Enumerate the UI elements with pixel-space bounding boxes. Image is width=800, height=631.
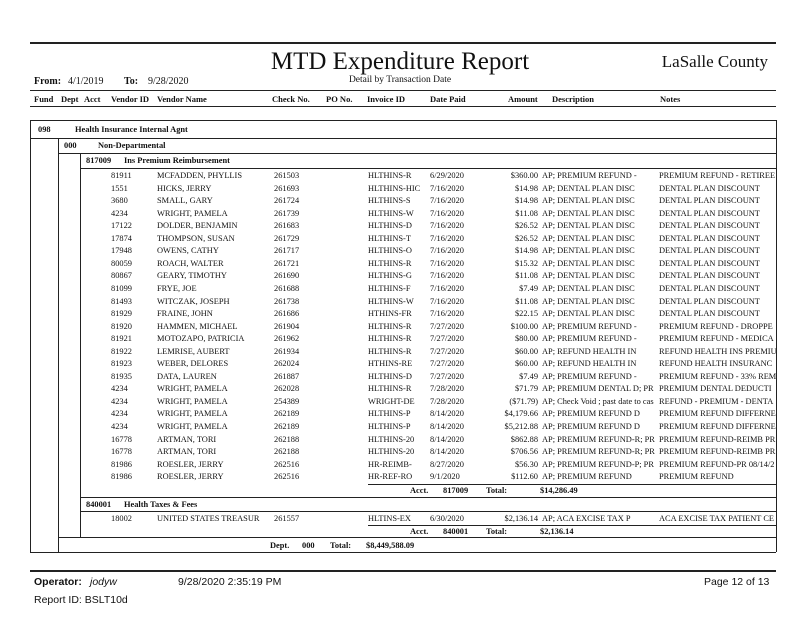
table-row	[0, 258, 800, 270]
date-paid-cell: 7/27/2020	[430, 359, 464, 369]
notes-cell: DENTAL PLAN DISCOUNT	[659, 309, 760, 319]
total1-total-label: Total:	[486, 486, 508, 495]
county-name: LaSalle County	[661, 52, 768, 71]
amount-cell: ($71.79)	[509, 396, 538, 406]
notes-cell: DENTAL PLAN DISCOUNT	[659, 246, 760, 256]
amount-cell: $56.30	[514, 459, 538, 469]
date-paid-cell: 9/1/2020	[430, 472, 460, 482]
table-row	[0, 183, 800, 195]
amount-cell: $706.56	[510, 447, 538, 457]
invoice-id-cell: HTHINS-RE	[368, 359, 413, 369]
acct2-code: 840001	[86, 500, 112, 509]
description-cell: AP; DENTAL PLAN DISC	[542, 233, 635, 243]
header-top-rule	[30, 90, 776, 91]
page-number: Page 12 of 13	[704, 576, 770, 588]
check-no-cell: 262516	[274, 472, 300, 482]
header-bottom-rule	[30, 106, 776, 107]
vendor-name-cell: LEMRISE, AUBERT	[157, 346, 230, 356]
vendor-name-cell: THOMPSON, SUSAN	[157, 233, 235, 243]
date-paid-cell: 8/14/2020	[430, 422, 464, 431]
check-no-cell: 261738	[274, 296, 300, 306]
date-paid-cell: 7/27/2020	[430, 346, 464, 356]
description-cell: AP; PREMIUM REFUND-R; PR	[542, 447, 655, 457]
vendor-id-cell: 81921	[111, 334, 132, 344]
from-label: From:	[34, 76, 62, 87]
vendor-name-cell: FRAINE, JOHN	[157, 309, 213, 319]
vendor-id-cell: 4234	[111, 422, 128, 431]
vendor-name-cell: UNITED STATES TREASUR	[157, 514, 260, 523]
description-cell: AP; Check Void ; past date to cas	[542, 396, 654, 406]
to-label: To:	[124, 76, 139, 87]
vendor-id-cell: 17948	[111, 246, 132, 256]
vendor-id-cell: 3680	[111, 196, 128, 206]
table-row	[0, 233, 800, 245]
vendor-name-cell: HICKS, JERRY	[157, 183, 212, 193]
date-paid-cell: 7/16/2020	[430, 221, 464, 231]
notes-cell: DENTAL PLAN DISCOUNT	[659, 183, 760, 193]
invoice-id-cell: HLTHINS-G	[368, 271, 412, 281]
check-no-cell: 261887	[274, 371, 300, 381]
invoice-id-cell: HR-REIMB-	[368, 459, 412, 469]
acct2-name: Health Taxes & Fees	[124, 500, 198, 509]
check-no-cell: 261724	[274, 196, 300, 206]
date-paid-cell: 8/27/2020	[430, 459, 464, 469]
to-date: 9/28/2020	[148, 76, 189, 87]
description-cell: AP; ACA EXCISE TAX P	[542, 514, 631, 523]
description-cell: AP; PREMIUM REFUND -	[542, 321, 637, 331]
date-paid-cell: 8/14/2020	[430, 434, 464, 444]
total1-acct: 817009	[443, 486, 469, 495]
vendor-name-cell: ROESLER, JERRY	[157, 472, 224, 482]
vendor-name-cell: ARTMAN, TORI	[157, 434, 217, 444]
vendor-id-cell: 81986	[111, 472, 132, 482]
description-cell: AP; DENTAL PLAN DISC	[542, 196, 635, 206]
body-top-rule	[30, 120, 776, 121]
invoice-id-cell: HLTHINS-W	[368, 296, 414, 306]
vendor-name-cell: WRIGHT, PAMELA	[157, 396, 228, 406]
amount-cell: $5,212.88	[504, 422, 538, 431]
description-cell: AP; DENTAL PLAN DISC	[542, 283, 635, 293]
date-paid-cell: 7/16/2020	[430, 208, 464, 218]
notes-cell: PREMIUM DENTAL DEDUCTI	[659, 384, 772, 394]
table-row	[0, 421, 800, 433]
invoice-id-cell: HLTHINS-R	[368, 321, 412, 331]
table-row	[0, 358, 800, 370]
check-no-cell: 261503	[274, 171, 300, 180]
vendor-name-cell: WRIGHT, PAMELA	[157, 384, 228, 394]
date-paid-cell: 7/16/2020	[430, 183, 464, 193]
dept-rule	[58, 153, 776, 154]
table-row	[0, 220, 800, 232]
description-cell: AP; DENTAL PLAN DISC	[542, 271, 635, 281]
check-no-cell: 261688	[274, 283, 300, 293]
invoice-id-cell: WRIGHT-DE	[368, 396, 415, 406]
description-cell: AP; DENTAL PLAN DISC	[542, 258, 635, 268]
check-no-cell: 262189	[274, 422, 300, 431]
col-invoice-id: Invoice ID	[367, 94, 406, 104]
table-row	[0, 396, 800, 408]
vendor-id-cell: 16778	[111, 447, 132, 457]
total2-top-rule	[368, 525, 776, 526]
report-title: MTD Expenditure Report	[270, 48, 530, 75]
check-no-cell: 262188	[274, 447, 300, 457]
check-no-cell: 261557	[274, 514, 300, 523]
vendor-id-cell: 81923	[111, 359, 132, 369]
top-rule	[30, 42, 776, 44]
notes-cell: DENTAL PLAN DISCOUNT	[659, 283, 760, 293]
col-description: Description	[552, 94, 595, 104]
notes-cell: PREMIUM REFUND DIFFERNE	[659, 409, 776, 419]
amount-cell: $14.98	[514, 246, 538, 256]
dept-total-amount: $8,449,588.09	[366, 541, 415, 550]
vendor-id-cell: 80059	[111, 258, 132, 268]
amount-cell: $7.49	[519, 371, 538, 381]
amount-cell: $60.00	[514, 346, 538, 356]
invoice-id-cell: HLTHINS-P	[368, 422, 411, 431]
fund-code: 098	[38, 125, 51, 134]
date-paid-cell: 7/16/2020	[430, 283, 464, 293]
description-cell: AP; DENTAL PLAN DISC	[542, 183, 635, 193]
description-cell: AP; PREMIUM DENTAL D; PR	[542, 384, 654, 394]
check-no-cell: 261717	[274, 246, 300, 256]
notes-cell: PREMIUM REFUND	[659, 472, 734, 482]
amount-cell: $2,136.14	[504, 514, 538, 523]
table-row	[0, 321, 800, 333]
description-cell: AP; PREMIUM REFUND D	[542, 409, 640, 419]
date-paid-cell: 7/16/2020	[430, 196, 464, 206]
vendor-name-cell: GEARY, TIMOTHY	[157, 271, 227, 281]
notes-cell: ACA EXCISE TAX PATIENT CE	[659, 514, 775, 523]
description-cell: AP; PREMIUM REFUND D	[542, 422, 640, 431]
operator-name: jodyw	[90, 576, 117, 588]
vendor-name-cell: FRYE, JOE	[157, 283, 197, 293]
description-cell: AP; PREMIUM REFUND	[542, 472, 632, 482]
invoice-id-cell: HR-REF-RO	[368, 472, 413, 482]
invoice-id-cell: HLTHINS-R	[368, 346, 412, 356]
dept-total-total-label: Total:	[330, 541, 352, 550]
notes-cell: DENTAL PLAN DISCOUNT	[659, 208, 760, 218]
check-no-cell: 262516	[274, 459, 300, 469]
description-cell: AP; DENTAL PLAN DISC	[542, 309, 635, 319]
amount-cell: $71.79	[514, 384, 538, 394]
check-no-cell: 261904	[274, 321, 300, 331]
amount-cell: $4,179.66	[504, 409, 538, 419]
description-cell: AP; PREMIUM REFUND -	[542, 371, 637, 381]
notes-cell: PREMIUM REFUND - DROPPE	[659, 321, 773, 331]
vendor-name-cell: MOTOZAPO, PATRICIA	[157, 334, 245, 344]
description-cell: AP; PREMIUM REFUND -	[542, 171, 637, 180]
vendor-id-cell: 80867	[111, 271, 132, 281]
total2-acct-label: Acct.	[410, 527, 429, 536]
invoice-id-cell: HLTHINS-S	[368, 196, 411, 206]
amount-cell: $80.00	[514, 334, 538, 344]
notes-cell: PREMIUM REFUND DIFFERNE	[659, 422, 776, 431]
table-row	[0, 459, 800, 471]
invoice-id-cell: HLTHINS-20	[368, 434, 415, 444]
vendor-name-cell: ARTMAN, TORI	[157, 447, 217, 457]
table-row	[0, 283, 800, 295]
invoice-id-cell: HLTHINS-R	[368, 384, 412, 394]
total1-acct-label: Acct.	[410, 486, 429, 495]
date-paid-cell: 7/27/2020	[430, 371, 464, 381]
col-fund: Fund	[34, 94, 54, 104]
table-row	[0, 383, 800, 395]
check-no-cell: 261962	[274, 334, 300, 344]
invoice-id-cell: HLTHINS-P	[368, 409, 411, 419]
amount-cell: $22.15	[514, 309, 538, 319]
total1-top-rule	[368, 484, 776, 485]
description-cell: AP; PREMIUM REFUND-R; PR	[542, 434, 655, 444]
col-amount: Amount	[508, 94, 538, 104]
vendor-name-cell: WEBER, DELORES	[157, 359, 229, 369]
vendor-id-cell: 81922	[111, 346, 132, 356]
notes-cell: DENTAL PLAN DISCOUNT	[659, 258, 760, 268]
table-row	[0, 245, 800, 257]
description-cell: AP; DENTAL PLAN DISC	[542, 221, 635, 231]
vendor-name-cell: ROESLER, JERRY	[157, 459, 224, 469]
description-cell: AP; REFUND HEALTH IN	[542, 346, 637, 356]
total2-amount: $2,136.14	[540, 527, 574, 536]
amount-cell: $360.00	[510, 171, 538, 180]
total2-total-label: Total:	[486, 527, 508, 536]
notes-cell: PREMIUM REFUND - RETIREE	[659, 171, 776, 180]
invoice-id-cell: HLTHINS-R	[368, 258, 412, 268]
dept-name: Non-Departmental	[98, 141, 166, 150]
vendor-name-cell: WRIGHT, PAMELA	[157, 208, 228, 218]
fund-name: Health Insurance Internal Agnt	[75, 125, 188, 134]
vendor-name-cell: HAMMEN, MICHAEL	[157, 321, 238, 331]
check-no-cell: 261934	[274, 346, 300, 356]
check-no-cell: 254389	[274, 396, 300, 406]
date-paid-cell: 8/14/2020	[430, 409, 464, 419]
total2-bottom-rule	[58, 537, 776, 538]
invoice-id-cell: HLTHINS-20	[368, 447, 415, 457]
acct1-name: Ins Premium Reimbursement	[124, 156, 230, 165]
col-acct: Acct	[84, 94, 101, 104]
date-paid-cell: 7/27/2020	[430, 334, 464, 344]
vendor-id-cell: 16778	[111, 434, 132, 444]
description-cell: AP; DENTAL PLAN DISC	[542, 208, 635, 218]
vendor-name-cell: MCFADDEN, PHYLLIS	[157, 171, 242, 180]
col-check-no: Check No.	[272, 94, 310, 104]
description-cell: AP; DENTAL PLAN DISC	[542, 246, 635, 256]
invoice-id-cell: HLTHINS-T	[368, 233, 411, 243]
check-no-cell: 261721	[274, 258, 300, 268]
vendor-name-cell: WRIGHT, PAMELA	[157, 422, 228, 431]
date-paid-cell: 7/16/2020	[430, 246, 464, 256]
check-no-cell: 261683	[274, 221, 300, 231]
vendor-name-cell: DOLDER, BENJAMIN	[157, 221, 238, 231]
vendor-id-cell: 81986	[111, 459, 132, 469]
total2-acct: 840001	[443, 527, 469, 536]
report-subtitle: Detail by Transaction Date	[348, 75, 452, 85]
vendor-id-cell: 4234	[111, 396, 128, 406]
check-no-cell: 261729	[274, 233, 300, 243]
notes-cell: REFUND - PREMIUM - DENTA	[659, 396, 774, 406]
table-row	[0, 208, 800, 220]
table-row	[0, 408, 800, 420]
invoice-id-cell: HLTINS-EX	[368, 514, 411, 523]
notes-cell: PREMIUM REFUND - MEDICA	[659, 334, 774, 344]
vendor-id-cell: 18002	[111, 514, 132, 523]
acct1-code: 817009	[86, 156, 112, 165]
print-timestamp: 9/28/2020 2:35:19 PM	[178, 576, 282, 588]
date-paid-cell: 8/14/2020	[430, 447, 464, 457]
vendor-name-cell: ROACH, WALTER	[157, 258, 224, 268]
col-vendor-id: Vendor ID	[111, 94, 150, 104]
notes-cell: REFUND HEALTH INSURANC	[659, 359, 773, 369]
description-cell: AP; PREMIUM REFUND -	[542, 334, 637, 344]
notes-cell: DENTAL PLAN DISCOUNT	[659, 233, 760, 243]
amount-cell: $14.98	[514, 183, 538, 193]
check-no-cell: 261739	[274, 208, 300, 218]
table-row	[0, 346, 800, 358]
table-row	[0, 270, 800, 282]
notes-cell: PREMIUM REFUND - 33% REM	[659, 371, 777, 381]
date-paid-cell: 7/27/2020	[430, 321, 464, 331]
date-paid-cell: 7/28/2020	[430, 396, 464, 406]
total1-bottom-rule	[80, 497, 776, 498]
table-row	[0, 434, 800, 446]
vendor-id-cell: 81920	[111, 321, 132, 331]
footer-rule	[30, 570, 776, 572]
invoice-id-cell: HTHINS-FR	[368, 309, 412, 319]
check-no-cell: 262188	[274, 434, 300, 444]
table-row	[0, 170, 800, 182]
invoice-id-cell: HLTHINS-F	[368, 283, 411, 293]
fund-rule	[30, 138, 776, 139]
acct2-rule	[80, 511, 776, 512]
notes-cell: REFUND HEALTH INS PREMIU	[659, 346, 777, 356]
amount-cell: $100.00	[510, 321, 538, 331]
dept-code: 000	[64, 141, 77, 150]
date-paid-cell: 7/16/2020	[430, 271, 464, 281]
col-vendor-name: Vendor Name	[157, 94, 207, 104]
invoice-id-cell: HLTHINS-HIC	[368, 183, 421, 193]
table-row	[0, 513, 800, 525]
vendor-id-cell: 4234	[111, 409, 128, 419]
notes-cell: PREMIUM REFUND-PR 08/14/2	[659, 459, 775, 469]
invoice-id-cell: HLTHINS-R	[368, 334, 412, 344]
amount-cell: $15.32	[514, 258, 538, 268]
vendor-id-cell: 81099	[111, 283, 132, 293]
table-row	[0, 308, 800, 320]
notes-cell: DENTAL PLAN DISCOUNT	[659, 271, 760, 281]
vendor-id-cell: 4234	[111, 384, 128, 394]
table-row	[0, 471, 800, 483]
vendor-name-cell: OWENS, CATHY	[157, 246, 219, 256]
description-cell: AP; REFUND HEALTH IN	[542, 359, 637, 369]
vendor-name-cell: WRIGHT, PAMELA	[157, 409, 228, 419]
vendor-id-cell: 81493	[111, 296, 132, 306]
date-paid-cell: 7/16/2020	[430, 258, 464, 268]
date-paid-cell: 7/16/2020	[430, 296, 464, 306]
from-date: 4/1/2019	[68, 76, 104, 87]
col-po-no: PO No.	[326, 94, 353, 104]
amount-cell: $7.49	[519, 283, 538, 293]
notes-cell: DENTAL PLAN DISCOUNT	[659, 221, 760, 231]
col-notes: Notes	[660, 94, 681, 104]
vendor-id-cell: 17122	[111, 221, 132, 231]
notes-cell: PREMIUM REFUND-REIMB PR	[659, 447, 776, 457]
amount-cell: $11.08	[515, 296, 538, 306]
vendor-name-cell: DATA, LAUREN	[157, 371, 217, 381]
table-row	[0, 446, 800, 458]
date-paid-cell: 6/30/2020	[430, 514, 464, 523]
amount-cell: $60.00	[514, 359, 538, 369]
operator-label: Operator:	[34, 576, 82, 588]
date-paid-cell: 6/29/2020	[430, 171, 464, 180]
date-paid-cell: 7/28/2020	[430, 384, 464, 394]
amount-cell: $26.52	[514, 221, 538, 231]
invoice-id-cell: HLTHINS-W	[368, 208, 414, 218]
amount-cell: $26.52	[514, 233, 538, 243]
amount-cell: $11.08	[515, 208, 538, 218]
invoice-id-cell: HLTHINS-D	[368, 371, 412, 381]
dept-total-label: Dept.	[270, 541, 290, 550]
check-no-cell: 261690	[274, 271, 300, 281]
acct1-rule	[80, 168, 776, 169]
vendor-id-cell: 81929	[111, 309, 132, 319]
col-date-paid: Date Paid	[430, 94, 466, 104]
dept-total-code: 000	[302, 541, 315, 550]
description-cell: AP; DENTAL PLAN DISC	[542, 296, 635, 306]
table-row	[0, 296, 800, 308]
invoice-id-cell: HLTHINS-R	[368, 171, 412, 180]
amount-cell: $862.88	[510, 434, 538, 444]
vendor-id-cell: 81911	[111, 171, 132, 180]
table-row	[0, 333, 800, 345]
vendor-name-cell: SMALL, GARY	[157, 196, 213, 206]
check-no-cell: 262028	[274, 384, 300, 394]
vendor-id-cell: 1551	[111, 183, 128, 193]
date-paid-cell: 7/16/2020	[430, 309, 464, 319]
notes-cell: PREMIUM REFUND-REIMB PR	[659, 434, 776, 444]
vendor-id-cell: 17874	[111, 233, 132, 243]
amount-cell: $14.98	[514, 196, 538, 206]
check-no-cell: 262189	[274, 409, 300, 419]
check-no-cell: 262024	[274, 359, 300, 369]
check-no-cell: 261693	[274, 183, 300, 193]
amount-cell: $112.60	[511, 472, 538, 482]
body-bottom-rule	[30, 552, 776, 553]
report-id: Report ID: BSLT10d	[34, 594, 128, 606]
vendor-name-cell: WITCZAK, JOSEPH	[157, 296, 230, 306]
table-row	[0, 371, 800, 383]
date-paid-cell: 7/16/2020	[430, 233, 464, 243]
vendor-id-cell: 81935	[111, 371, 132, 381]
invoice-id-cell: HLTHINS-D	[368, 221, 412, 231]
col-dept: Dept	[61, 94, 79, 104]
notes-cell: DENTAL PLAN DISCOUNT	[659, 296, 760, 306]
amount-cell: $11.08	[515, 271, 538, 281]
check-no-cell: 261686	[274, 309, 300, 319]
notes-cell: DENTAL PLAN DISCOUNT	[659, 196, 760, 206]
vendor-id-cell: 4234	[111, 208, 128, 218]
total1-amount: $14,286.49	[540, 486, 578, 495]
description-cell: AP; PREMIUM REFUND-P; PR	[542, 459, 654, 469]
invoice-id-cell: HLTHINS-O	[368, 246, 412, 256]
table-row	[0, 195, 800, 207]
